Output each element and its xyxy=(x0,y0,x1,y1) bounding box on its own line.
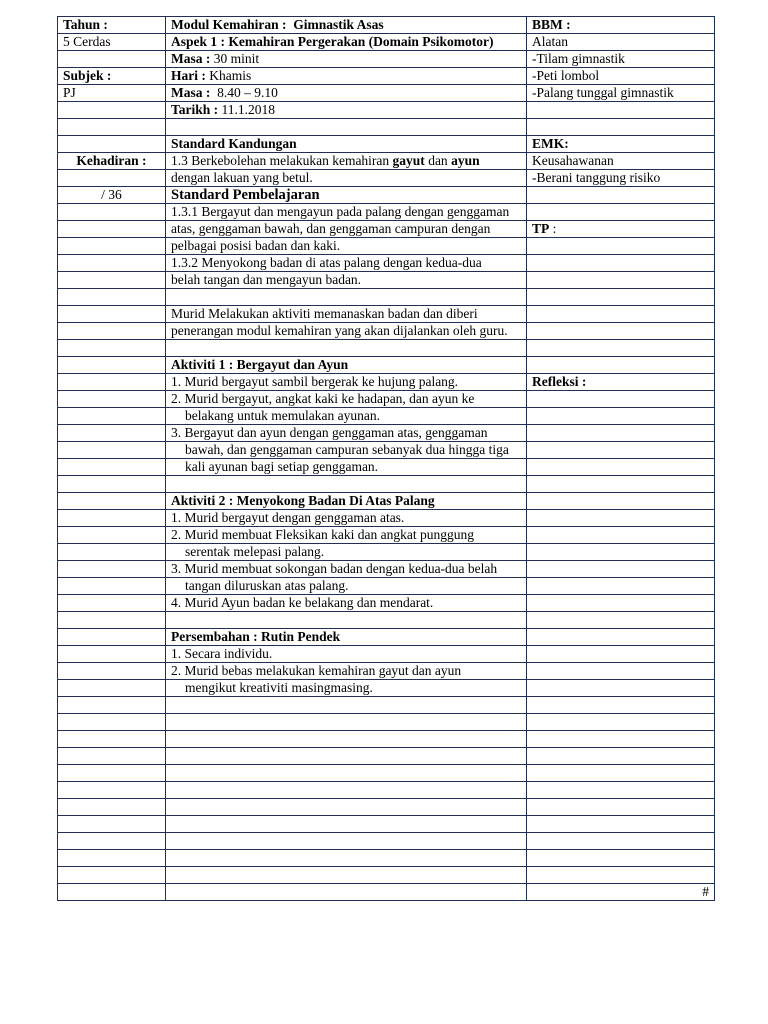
table-row xyxy=(58,408,715,425)
empty-cell xyxy=(58,102,166,119)
table-row xyxy=(58,340,715,357)
table-row xyxy=(58,884,715,901)
tarikh-value: 11.1.2018 xyxy=(221,102,276,117)
table-row xyxy=(58,765,715,782)
empty-cell xyxy=(58,170,166,187)
tahun-label: Tahun : xyxy=(58,17,166,34)
aktiviti-2-line: 3. Murid membuat sokongan badan dengan kedua-dua belah xyxy=(166,561,527,578)
standard-pembelajaran-heading: Standard Pembelajaran xyxy=(166,187,527,204)
aktiviti-2-line: 2. Murid membuat Fleksikan kaki dan angkat punggung xyxy=(166,527,527,544)
hari-label: Hari : xyxy=(171,68,206,83)
standard-kandungan-line: 1.3 Berkebolehan melakukan kemahiran gayut dan ayun xyxy=(166,153,527,170)
persembahan-line: mengikut kreativiti masingmasing. xyxy=(166,680,527,697)
aktiviti-1-line: belakang untuk memulakan ayunan. xyxy=(166,408,527,425)
table-row xyxy=(58,306,715,323)
table-row xyxy=(58,476,715,493)
tarikh-cell xyxy=(166,102,527,119)
table-row xyxy=(58,238,715,255)
intro-line: penerangan modul kemahiran yang akan dijalankan oleh guru. xyxy=(166,323,527,340)
emk-value: Keusahawanan xyxy=(527,153,715,170)
table-row xyxy=(58,697,715,714)
table-row xyxy=(58,850,715,867)
emk-label: EMK: xyxy=(527,136,715,153)
modul-cell xyxy=(166,17,527,34)
empty-cell xyxy=(527,102,715,119)
table-row xyxy=(58,391,715,408)
standard-kandungan-heading: Standard Kandungan xyxy=(166,136,527,153)
table-row xyxy=(58,425,715,442)
table-row xyxy=(58,578,715,595)
aktiviti-1-line: 3. Bergayut dan ayun dengan genggaman atas, genggaman xyxy=(166,425,527,442)
table-row xyxy=(58,833,715,850)
bbm-label: BBM : xyxy=(527,17,715,34)
table-row xyxy=(58,561,715,578)
table-row xyxy=(58,102,715,119)
sp-line: 1.3.2 Menyokong badan di atas palang dengan kedua-dua xyxy=(166,255,527,272)
table-row xyxy=(58,629,715,646)
aktiviti-1-line: 2. Murid bergayut, angkat kaki ke hadapan, dan ayun ke xyxy=(166,391,527,408)
kelas-value: 5 Cerdas xyxy=(58,34,166,51)
aktiviti-2-line: tangan diluruskan atas palang. xyxy=(166,578,527,595)
table-row xyxy=(58,748,715,765)
aktiviti-1-heading: Aktiviti 1 : Bergayut dan Ayun xyxy=(166,357,527,374)
sp-line: 1.3.1 Bergayut dan mengayun pada palang dengan genggaman xyxy=(166,204,527,221)
masa-label: Masa : xyxy=(171,85,211,100)
table-row xyxy=(58,612,715,629)
masa-value: 30 minit xyxy=(213,51,260,66)
table-row xyxy=(58,255,715,272)
aspek-text: Aspek 1 : Kemahiran Pergerakan (Domain Psikomotor) xyxy=(166,34,527,51)
aktiviti-2-line: 4. Murid Ayun badan ke belakang dan mendarat. xyxy=(166,595,527,612)
tp-label: TP xyxy=(532,221,550,236)
table-row xyxy=(58,204,715,221)
aktiviti-1-line: 1. Murid bergayut sambil bergerak ke hujung palang. xyxy=(166,374,527,391)
bbm-item: -Peti lombol xyxy=(527,68,715,85)
masa-time-value: 8.40 – 9.10 xyxy=(217,85,278,100)
masa-duration-cell xyxy=(166,51,527,68)
masa-label: Masa : xyxy=(171,51,211,66)
tp-cell: TP : xyxy=(527,221,715,238)
table-row xyxy=(58,170,715,187)
table-row xyxy=(58,510,715,527)
hari-cell xyxy=(166,68,527,85)
table-row xyxy=(58,153,715,170)
standard-kandungan-line: dengan lakuan yang betul. xyxy=(166,170,527,187)
table-row xyxy=(58,680,715,697)
table-row xyxy=(58,595,715,612)
modul-value: Gimnastik Asas xyxy=(293,17,384,32)
table-row xyxy=(58,527,715,544)
table-row xyxy=(58,544,715,561)
alatan-text: Alatan xyxy=(527,34,715,51)
bbm-item: -Tilam gimnastik xyxy=(527,51,715,68)
sp-line: belah tangan dan mengayun badan. xyxy=(166,272,527,289)
persembahan-line: 1. Secara individu. xyxy=(166,646,527,663)
table-row xyxy=(58,136,715,153)
sp-line: atas, genggaman bawah, dan genggaman campuran dengan xyxy=(166,221,527,238)
table-row xyxy=(58,51,715,68)
persembahan-line: 2. Murid bebas melakukan kemahiran gayut dan ayun xyxy=(166,663,527,680)
aktiviti-2-line: serentak melepasi palang. xyxy=(166,544,527,561)
table-row xyxy=(58,867,715,884)
aktiviti-2-line: 1. Murid bergayut dengan genggaman atas. xyxy=(166,510,527,527)
subjek-label: Subjek : xyxy=(58,68,166,85)
table-row xyxy=(58,663,715,680)
intro-line: Murid Melakukan aktiviti memanaskan badan dan diberi xyxy=(166,306,527,323)
table-row xyxy=(58,17,715,34)
kehadiran-label: Kehadiran : xyxy=(58,153,166,170)
empty-cell xyxy=(58,51,166,68)
emk-item: -Berani tanggung risiko xyxy=(527,170,715,187)
sp-line: pelbagai posisi badan dan kaki. xyxy=(166,238,527,255)
table-row xyxy=(58,34,715,51)
table-row xyxy=(58,68,715,85)
empty-cell xyxy=(58,136,166,153)
aktiviti-1-line: kali ayunan bagi setiap genggaman. xyxy=(166,459,527,476)
table-row xyxy=(58,646,715,663)
table-row xyxy=(58,799,715,816)
modul-label: Modul Kemahiran : xyxy=(171,17,287,32)
table-row xyxy=(58,119,715,136)
aktiviti-2-heading: Aktiviti 2 : Menyokong Badan Di Atas Palang xyxy=(166,493,527,510)
table-row xyxy=(58,357,715,374)
masa-time-cell xyxy=(166,85,527,102)
lesson-plan-table xyxy=(57,16,715,901)
aktiviti-1-line: bawah, dan genggaman campuran sebanyak dua hingga tiga xyxy=(166,442,527,459)
subjek-value: PJ xyxy=(58,85,166,102)
hari-value: Khamis xyxy=(209,68,252,83)
table-row xyxy=(58,221,715,238)
tarikh-label: Tarikh : xyxy=(171,102,219,117)
table-row xyxy=(58,816,715,833)
table-row xyxy=(58,272,715,289)
table-row xyxy=(58,187,715,204)
bbm-item: -Palang tunggal gimnastik xyxy=(527,85,715,102)
kehadiran-value: / 36 xyxy=(58,187,166,204)
table-row xyxy=(58,493,715,510)
table-row xyxy=(58,442,715,459)
table-row xyxy=(58,714,715,731)
table-row xyxy=(58,323,715,340)
refleksi-label: Refleksi : xyxy=(527,374,715,391)
footer-mark: # xyxy=(527,884,715,901)
table-row xyxy=(58,731,715,748)
table-row xyxy=(58,85,715,102)
table-row xyxy=(58,374,715,391)
persembahan-heading: Persembahan : Rutin Pendek xyxy=(166,629,527,646)
table-row xyxy=(58,459,715,476)
table-row xyxy=(58,782,715,799)
table-row xyxy=(58,289,715,306)
